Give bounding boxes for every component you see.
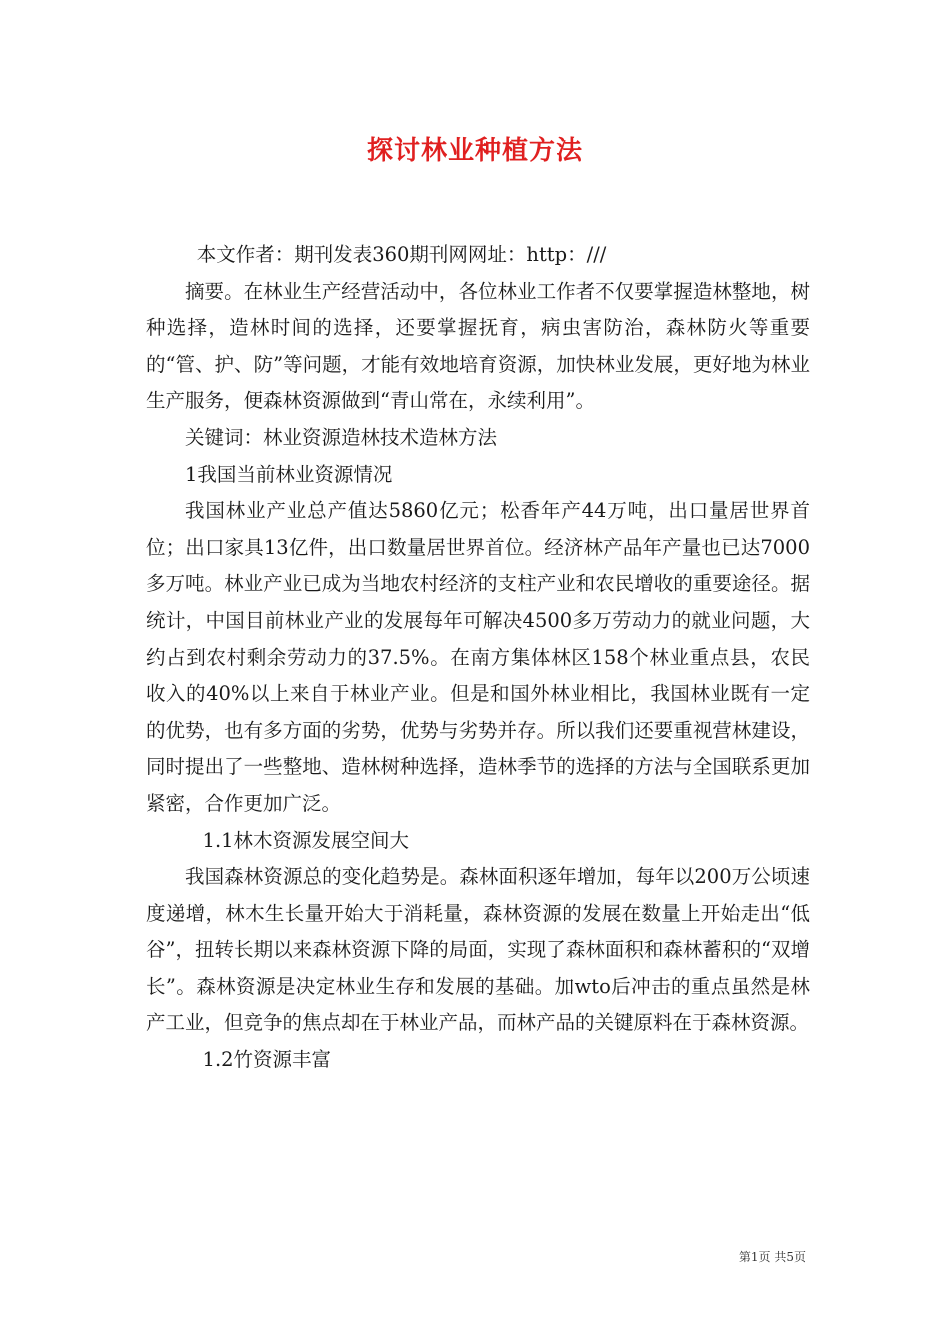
- document-title: 探讨林业种植方法: [366, 136, 583, 166]
- document-body: [146, 237, 810, 1079]
- section-1-paragraph: 我国林业产业总产值达5860亿元；松香年产44万吨，出口量居世界首位；出口家具13亿件，出口数量居世界首位。经济林产品年产量也已达7000多万吨。林业产业已成为当地农村经济的支柱产业和农民增收的重要途径。据统计，中国目前林业产业的发展每年可解决4500多万劳动力的就业问题，大约占到农村剩余劳动力的37.5%。在南方集体林区158个林业重点县，农民收入的40%以上来自于林业产业。但是和国外林业相比，我国林业既有一定的优势，也有多方面的劣势，优势与劣势并存。所以我们还要重视营林建设，同时提出了一些整地、造林树种选择，造林季节的选择的方法与全国联系更加紧密，合作更加广泛。: [146, 499, 810, 815]
- page-number: 第1页 共5页: [738, 1250, 806, 1264]
- author-line: 本文作者：期刊发表360期刊网网址：http：///: [196, 243, 607, 266]
- section-1-1-paragraph: 我国森林资源总的变化趋势是。森林面积逐年增加，每年以200万公顷速度递增，林木生长量开始大于消耗量，森林资源的发展在数量上开始走出“低谷”，扭转长期以来森林资源下降的局面，实现了森林面积和森林蓄积的“双增长”。森林资源是决定林业生存和发展的基础。加wto后冲击的重点虽然是林产工业，但竞争的焦点却在于林业产品，而林产品的关键原料在于森林资源。: [146, 865, 810, 1035]
- keywords-line: 关键词：林业资源造林技术造林方法: [185, 425, 498, 449]
- section-1-heading: 1我国当前林业资源情况: [185, 462, 393, 486]
- section-1-1-heading: 1.1林木资源发展空间大: [202, 828, 410, 852]
- section-1-2-heading: 1.2竹资源丰富: [202, 1048, 332, 1072]
- abstract-paragraph: 摘要。在林业生产经营活动中，各位林业工作者不仅要掌握造林整地，树种选择，造林时间的选择，还要掌握抚育，病虫害防治，森林防火等重要的“管、护、防”等问题，才能有效地培育资源，加快林业发展，更好地为林业生产服务，便森林资源做到“青山常在，永续利用”。: [146, 279, 810, 413]
